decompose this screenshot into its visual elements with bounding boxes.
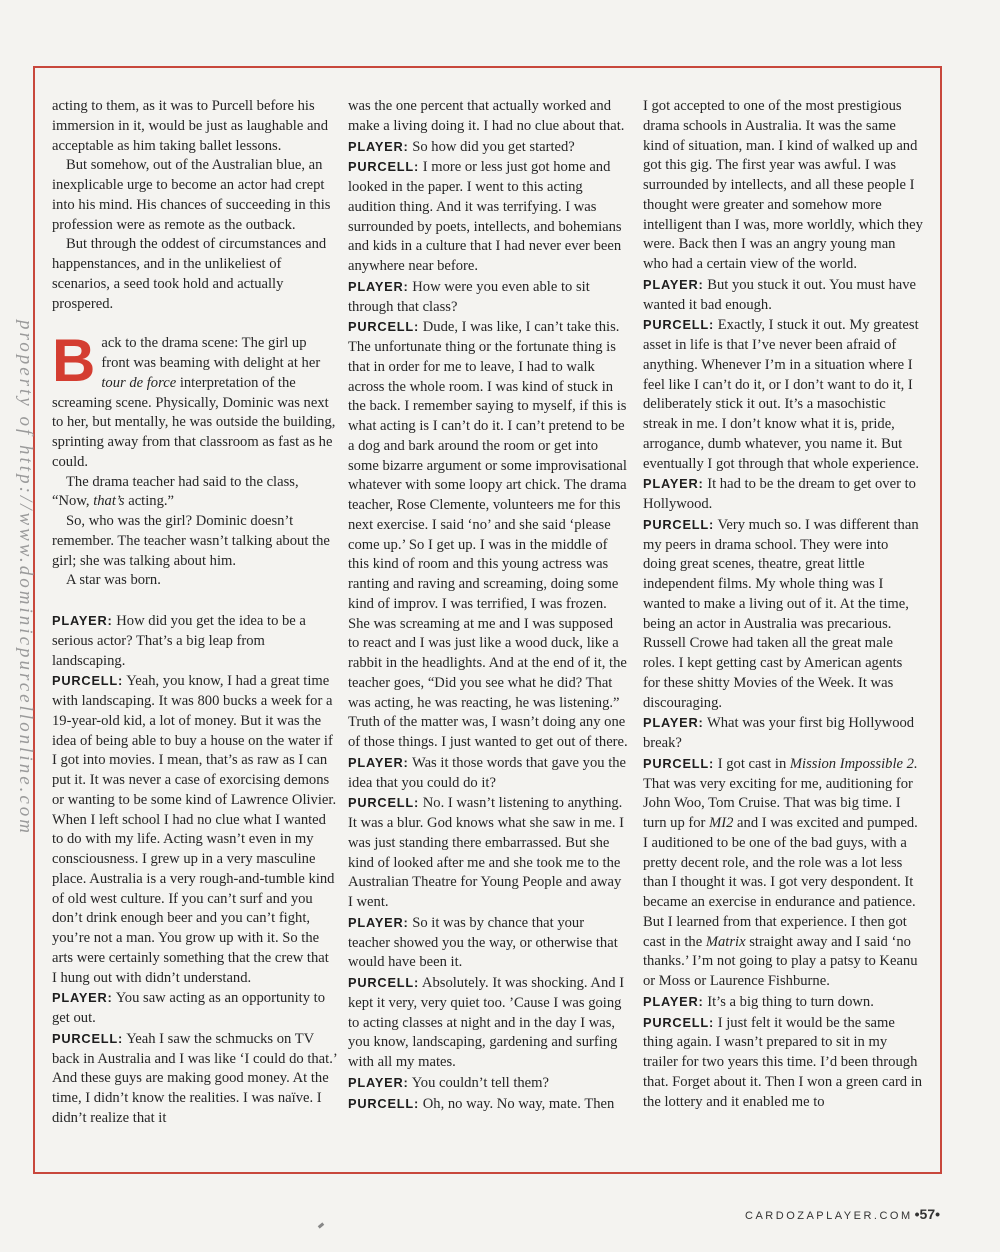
speaker-label: PURCELL: xyxy=(348,159,420,175)
watermark-text: property of http://www.dominicpurcellonline.com xyxy=(15,320,36,837)
qa-text: So how did you get started? xyxy=(408,138,575,155)
qa-text: What was your first big Hollywood break? xyxy=(643,715,915,751)
text: acting.” xyxy=(124,493,175,510)
text-italic: tour de force xyxy=(101,374,177,391)
qa-entry xyxy=(348,1094,628,1115)
qa-text: Very much so. I was different than my peers in drama school. They were into doing great scenes, theatre, great little independent films. My whole thing was I wanted to make a living out of it. At the time, being an actor in Australia was precarious. Russell Crowe had taken all the great male roles. I kept getting cast by American agents for these shitty Movies of the Week. It was discouraging. xyxy=(643,516,919,711)
qa-entry xyxy=(643,713,923,754)
qa-entry xyxy=(52,1029,337,1129)
dropcap: B xyxy=(52,327,96,395)
qa-text: It’s a big thing to turn down. xyxy=(703,993,874,1010)
paragraph: was the one percent that actually worked and make a living doing it. I had no clue about that. xyxy=(348,98,625,134)
qa-text: You saw acting as an opportunity to get out. xyxy=(52,990,326,1026)
speaker-label: PURCELL: xyxy=(643,317,715,333)
qa-text: So it was by chance that your teacher showed you the way, or otherwise that would have been it. xyxy=(348,914,618,971)
qa-entry xyxy=(348,137,628,158)
qa-entry xyxy=(348,157,628,277)
qa-entry xyxy=(52,611,337,671)
qa-text: How were you even able to sit through that class? xyxy=(348,278,590,315)
speaker-label: PLAYER: xyxy=(348,1074,409,1090)
speaker-label: PURCELL: xyxy=(52,1030,124,1046)
speaker-label: PLAYER: xyxy=(348,138,409,154)
qa-text: That was very exciting for me, auditioning for John Woo, Tom Cruise. That was big time. I turn up for xyxy=(643,775,913,831)
qa-entry xyxy=(643,1013,923,1113)
qa-entry xyxy=(643,474,923,515)
qa-text: I more or less just got home and looked in the paper. I went to this acting audition thing. And it was terrifying. I was surrounded by poets, intellects, and bohemians and kids in a culture that I had never ever been anywhere near before. xyxy=(348,159,622,274)
paragraph: acting to them, as it was to Purcell before his immersion in it, would be just as laughable and acceptable as him taking ballet lessons. xyxy=(52,98,329,154)
page-footer xyxy=(745,1206,940,1222)
qa-text: How did you get the idea to be a serious actor? That’s a big leap from landscaping. xyxy=(52,613,306,669)
paragraph xyxy=(52,473,337,513)
paragraph: So, who was the girl? Dominic doesn’t remember. The teacher wasn’t talking about the girl; she was talking about him. xyxy=(52,513,330,569)
qa-text: You couldn’t tell them? xyxy=(408,1074,549,1091)
qa-text: It had to be the dream to get over to Hollywood. xyxy=(643,476,916,512)
qa-text: No. I wasn’t listening to anything. It was a blur. God knows what she saw in me. I was just standing there embarrassed. But she kind of looked after me and she took me to the Australian Theatre for Young People and away I went. xyxy=(348,795,625,910)
speaker-label: PLAYER: xyxy=(348,914,409,930)
ink-mark xyxy=(318,1222,325,1228)
speaker-label: PURCELL: xyxy=(348,1095,420,1111)
dropcap-paragraph xyxy=(52,327,337,472)
qa-text: Oh, no way. No way, mate. Then xyxy=(419,1095,615,1112)
qa-entry xyxy=(348,317,628,753)
qa-entry xyxy=(643,754,923,992)
qa-text: Was it those words that gave you the idea that you could do it? xyxy=(348,754,627,791)
paragraph: A star was born. xyxy=(66,572,161,589)
column-2 xyxy=(348,97,628,1114)
paragraph: I got accepted to one of the most prestigious drama schools in Australia. It was the same kind of situation, man. I kind of walked up and got this gig. The first year was awful. I was surrounded by intellects, and all these people I thought were greater and somehow more intelligent than I was, more worldly, which they were. Back then I was an angry young man who had a certain view of the world. xyxy=(643,98,923,272)
text-italic: that’s xyxy=(93,493,125,510)
speaker-label: PURCELL: xyxy=(348,319,420,335)
speaker-label: PLAYER: xyxy=(643,476,704,492)
column-3 xyxy=(643,97,923,1112)
qa-entry xyxy=(348,913,628,973)
paragraph: But somehow, out of the Australian blue, an inexplicable urge to become an actor had crept into his mind. His chances of succeeding in this profession were as remote as the outback. xyxy=(52,157,331,233)
paragraph: But through the oddest of circumstances and happenstances, and in the unlikeliest of scenarios, a seed took hold and actually prospered. xyxy=(52,236,327,312)
qa-entry xyxy=(348,753,628,794)
qa-text: But you stuck it out. You must have wanted it bad enough. xyxy=(643,276,917,313)
qa-text: I got cast in xyxy=(714,755,790,772)
page-number: •57• xyxy=(914,1206,940,1222)
column-1 xyxy=(52,97,337,1129)
footer-site: CARDOZAPLAYER.COM xyxy=(745,1210,913,1222)
section-gap xyxy=(52,591,337,611)
qa-entry xyxy=(348,973,628,1073)
qa-entry xyxy=(52,988,337,1029)
speaker-label: PLAYER: xyxy=(348,754,409,770)
qa-entry xyxy=(643,992,923,1013)
qa-text: straight away and I said ‘no thanks.’ I’m not going to play a patsy to Keanu or Moss or Laurence Fishburne. xyxy=(643,933,918,989)
text: The drama teacher had said to the class, “Now, xyxy=(52,473,299,510)
qa-entry xyxy=(643,275,923,316)
qa-text: Yeah I saw the schmucks on TV back in Australia and I was like ‘I could do that.’ And these guys are making good money. At the time, I didn’t know the realities. I was naïve. I didn’t realize that it xyxy=(52,1030,337,1126)
speaker-label: PURCELL: xyxy=(643,1014,715,1030)
qa-entry xyxy=(52,671,337,988)
speaker-label: PLAYER: xyxy=(643,276,704,292)
qa-entry xyxy=(348,793,628,913)
qa-entry xyxy=(348,277,628,318)
qa-text: and I was excited and pumped. I auditioned to be one of the bad guys, with a pretty decent role, and the role was a lot less than I thought it was. I got very despondent. It became an exercise in endurance and patience. But I learned from that experience. I then got cast in the xyxy=(643,815,918,950)
speaker-label: PLAYER: xyxy=(643,993,704,1009)
speaker-label: PURCELL: xyxy=(643,755,715,771)
speaker-label: PLAYER: xyxy=(643,715,704,731)
qa-entry xyxy=(643,515,923,714)
speaker-label: PURCELL: xyxy=(348,795,420,811)
speaker-label: PURCELL: xyxy=(52,673,124,689)
text: ack to the drama scene: The girl up front was beaming with delight at her xyxy=(101,335,321,371)
qa-entry xyxy=(348,1073,628,1094)
watermark xyxy=(16,320,36,1020)
qa-text: Dude, I was like, I can’t take this. The unfortunate thing or the fortunate thing is that in order for me to leave, I had to walk across the whole room. I was kind of stuck in the back. I remember saying to myself, if this is what acting is I can’t do it. I can’t pretend to be a dog and bark around the room or get into some bizarre argument or some improvisational whatever with some loopy art chick. The drama teacher, Rose Clemente, volunteers me for this next exercise. I said ‘no’ and she said ‘please come up.’ So I get up. I was in the middle of this kind of room and this young actress was ranting and raving and screaming, doing some kind of improv. I was terrified, I was frozen. She was screaming at me and I was supposed to react and I was just like a wood duck, like a rabbit in the headlights. And at the end of it, the teacher goes, “Did you see what he did? That was acting, he was reacting, he was listening.” Truth of the matter was, I wasn’t doing any one of those things. I just wanted to get out of there. xyxy=(348,319,628,750)
speaker-label: PLAYER: xyxy=(52,990,113,1006)
text: interpretation of the screaming scene. Physically, Dominic was next to her, but mentally, he was outside the building, sprinting away from that classroom as fast as he could. xyxy=(52,374,336,470)
speaker-label: PURCELL: xyxy=(348,975,420,990)
speaker-label: PLAYER: xyxy=(348,278,409,294)
speaker-label: PLAYER: xyxy=(52,613,113,628)
film-title: MI2 xyxy=(709,815,734,831)
speaker-label: PURCELL: xyxy=(643,516,715,532)
qa-text: Exactly, I stuck it out. My greatest asset in life is that I’ve never been afraid of anything. Whenever I’m in a situation where I feel like I can’t do it, or I don’t want to do it, I deliberately stick it out. It’s a masochistic streak in me. I don’t know what it is, pride, arrogance, dumb whatever, you name it. But eventually I got through that whole experience. xyxy=(643,317,919,472)
film-title: Mission Impossible 2. xyxy=(789,755,918,772)
qa-text: I just felt it would be the same thing again. I wasn’t prepared to sit in my trailer for two years this time. I’d been through that. Forget about it. Then I won a green card in the lottery and it enabled me to xyxy=(643,1014,923,1110)
film-title: Matrix xyxy=(705,933,746,950)
qa-entry xyxy=(643,315,923,474)
qa-text: Yeah, you know, I had a great time with landscaping. It was 800 bucks a week for a 19-year-old kid, a lot of money. But it was the idea of being able to buy a house on the water if I got into movies. I mean, that’s as raw as I can put it. It was never a case of exorcising demons or wanting to be some kind of Lawrence Olivier. When I left school I had no clue what I wanted to do with my life. Acting wasn’t even in my consciousness. I grew up in a very masculine place. Australia is a very rough-and-tumble kind of old west culture. If you can’t surf and you don’t drink enough beer and you can’t fight, you’re not a man. You grow up with it. So the arts were certainly something that the crew that I hung out with didn’t understand. xyxy=(52,673,337,986)
qa-text: Absolutely. It was shocking. And I kept it very, very quiet too. ’Cause I was going to acting classes at night and in the day I was, you know, landscaping, gardening and surfing with all my mates. xyxy=(348,975,625,1070)
